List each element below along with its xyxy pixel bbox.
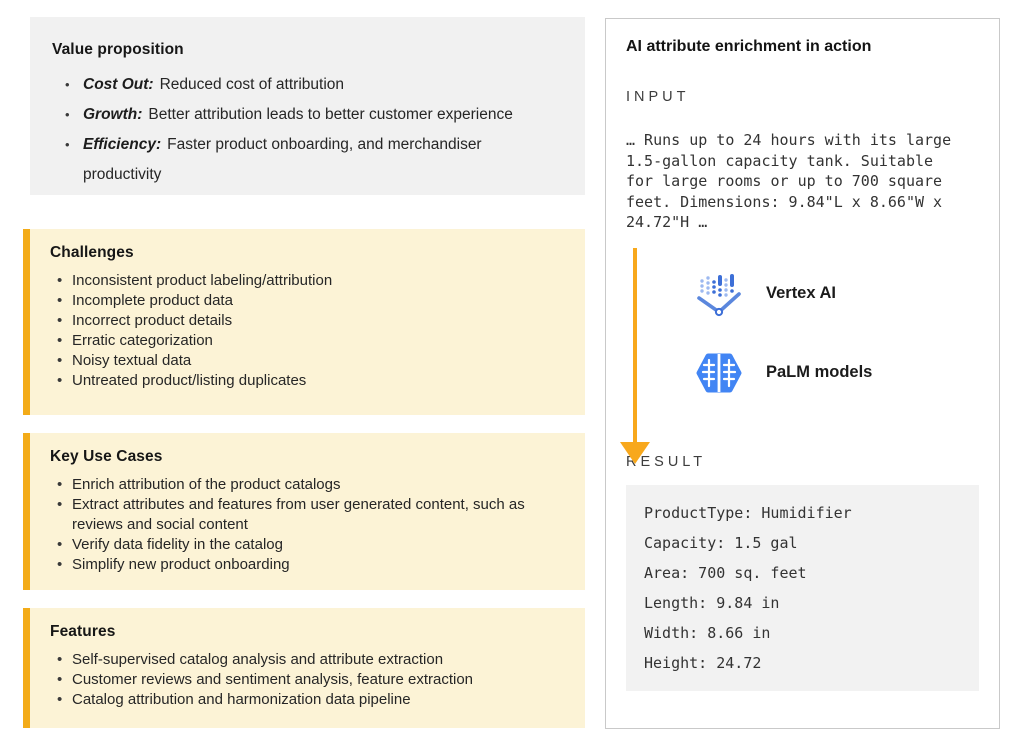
result-line: ProductType: Humidifier: [644, 503, 852, 522]
key-use-cases-card: [23, 433, 585, 590]
card-title: Key Use Cases: [50, 448, 163, 465]
list-item-lead: Growth:: [83, 106, 143, 123]
down-arrow-icon: [633, 248, 637, 442]
model-label: Vertex AI: [766, 284, 837, 302]
list-item: • Noisy textual data: [50, 351, 563, 371]
challenges-list: [50, 271, 563, 391]
result-list: [644, 498, 961, 678]
features-list: [50, 650, 563, 710]
card-title: Features: [50, 623, 116, 640]
result-line: Area: 700 sq. feet: [644, 563, 807, 582]
list-item: • Self-supervised catalog analysis and attribute extraction: [50, 650, 563, 670]
model-label: PaLM models: [766, 363, 873, 381]
input-section-label: INPUT: [626, 89, 690, 105]
result-line: Height: 24.72: [644, 653, 762, 672]
list-item: • Untreated product/listing duplicates: [50, 371, 563, 391]
list-item: • Inconsistent product labeling/attribution: [50, 271, 563, 291]
list-item: • Extract attributes and features from user generated content, such as reviews and social content: [50, 495, 563, 535]
list-item: • Customer reviews and sentiment analysis, feature extraction: [50, 670, 563, 690]
result-line: Capacity: 1.5 gal: [644, 533, 798, 552]
key-use-cases-list: [50, 475, 563, 575]
value-proposition-list: [52, 70, 563, 190]
result-line: Width: 8.66 in: [644, 623, 771, 642]
palm-models-icon: [694, 348, 744, 398]
list-item-lead: Cost Out:: [83, 76, 154, 93]
value-proposition-card: [30, 17, 585, 195]
features-card: [23, 608, 585, 728]
palm-models-row: [694, 348, 979, 398]
result-box: [626, 485, 979, 691]
input-text: … Runs up to 24 hours with its large 1.5-gallon capacity tank. Suitable for large rooms or up to 700 square feet. Dimensions: 9.84"L x 8.66"W x 24.72"H …: [626, 131, 952, 231]
panel-title: AI attribute enrichment in action: [626, 38, 872, 55]
challenges-card: [23, 229, 585, 415]
list-item-text: Faster product onboarding, and merchandiser productivity: [83, 136, 482, 183]
list-item-text: Reduced cost of attribution: [159, 76, 344, 93]
vertex-ai-icon: [694, 269, 744, 319]
list-item: • Enrich attribution of the product catalogs: [50, 475, 563, 495]
list-item: • Verify data fidelity in the catalog: [50, 535, 563, 555]
list-item: [52, 130, 563, 190]
list-item: • Erratic categorization: [50, 331, 563, 351]
result-section-label: RESULT: [626, 453, 707, 470]
list-item: [52, 70, 563, 100]
list-item: • Simplify new product onboarding: [50, 555, 563, 575]
list-item-text: Better attribution leads to better customer experience: [148, 106, 513, 123]
card-title: Challenges: [50, 244, 134, 261]
enrichment-panel: [605, 18, 1000, 729]
vertex-ai-row: [694, 269, 979, 319]
list-item: [52, 100, 563, 130]
list-item: • Catalog attribution and harmonization data pipeline: [50, 690, 563, 710]
model-stack: [694, 269, 979, 398]
list-item-lead: Efficiency:: [83, 136, 162, 153]
list-item: • Incorrect product details: [50, 311, 563, 331]
card-title: Value proposition: [52, 41, 184, 58]
result-line: Length: 9.84 in: [644, 593, 780, 612]
list-item: • Incomplete product data: [50, 291, 563, 311]
